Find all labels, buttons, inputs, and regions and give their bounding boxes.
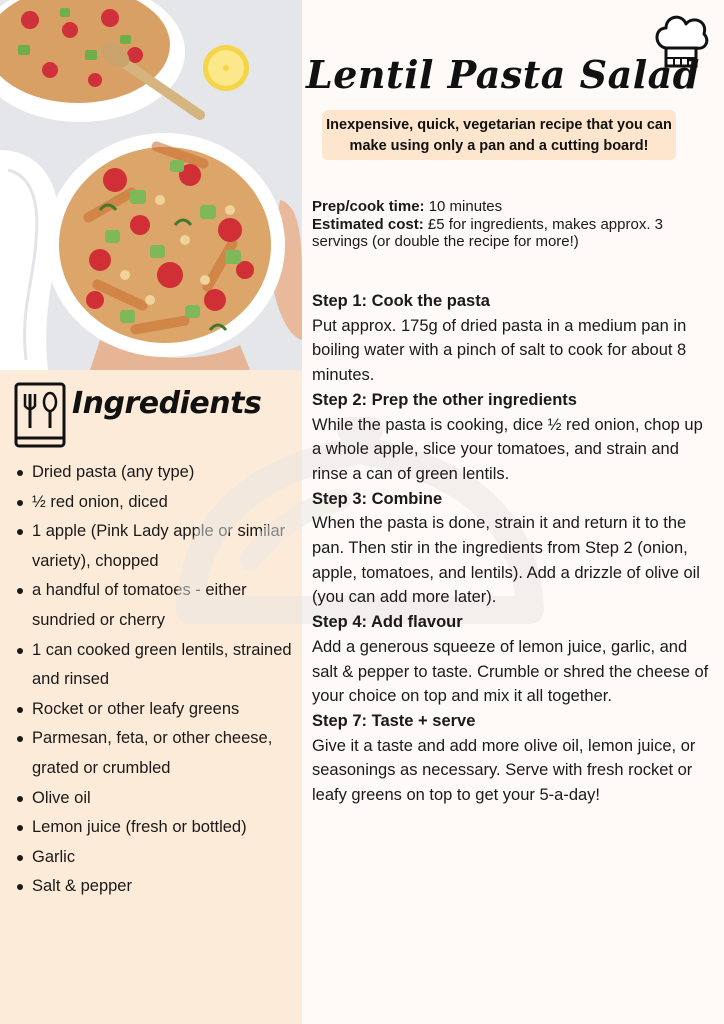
step-block xyxy=(312,388,712,487)
ingredients-heading: Ingredients xyxy=(72,386,262,421)
ingredient-item: Salt & pepper xyxy=(14,872,302,902)
pasta-salad-photo xyxy=(0,0,302,370)
step-block xyxy=(312,610,712,709)
step-heading: Step 1: Cook the pasta xyxy=(312,292,490,310)
step-heading: Step 3: Combine xyxy=(312,489,443,508)
prep-time-label: Prep/cook time: xyxy=(312,198,425,215)
tagline-banner: Inexpensive, quick, vegetarian recipe that you can make using only a pan and a cutting board! xyxy=(322,110,676,160)
step-body: While the pasta is cooking, dice ½ red onion, chop up a whole apple, slice your tomatoes, and strain and rinse a can of green lentils. xyxy=(312,415,703,483)
step-block xyxy=(312,709,712,808)
prep-time-line xyxy=(312,198,712,216)
cost-line xyxy=(312,216,712,251)
ingredient-item: a handful of tomatoes - either sundried or cherry xyxy=(14,576,302,635)
cutlery-book-icon xyxy=(14,382,66,452)
steps-section xyxy=(312,289,712,808)
step-heading: Step 4: Add flavour xyxy=(312,613,463,632)
step-body: When the pasta is done, strain it and return it to the pan. Then stir in the ingredients from Step 2 (onion, apple, tomatoes, and lentils). Add a drizzle of olive oil (you can add more later). xyxy=(312,514,700,607)
prep-time-value: 10 minutes xyxy=(428,198,503,215)
ingredient-item: Lemon juice (fresh or bottled) xyxy=(14,813,302,843)
step-heading: Step 2: Prep the other ingredients xyxy=(312,390,577,409)
recipe-title: Lentil Pasta Salad xyxy=(306,52,700,97)
step-body: Give it a taste and add more olive oil, lemon juice, or seasonings as necessary. Serve with fresh rocket or leafy greens on top to get your 5-a-day! xyxy=(312,736,696,805)
ingredient-item: ½ red onion, diced xyxy=(14,488,302,518)
cost-value: £5 for ingredients, makes approx. 3 servings (or double the recipe for more!) xyxy=(312,215,664,250)
ingredient-item: 1 can cooked green lentils, strained and rinsed xyxy=(14,636,302,695)
ingredient-item: Parmesan, feta, or other cheese, grated or crumbled xyxy=(14,724,302,783)
step-body: Put approx. 175g of dried pasta in a medium pan in boiling water with a pinch of salt to cook for about 8 minutes. xyxy=(312,316,687,385)
ingredient-item: Olive oil xyxy=(14,784,302,814)
ingredient-item: 1 apple (Pink Lady apple or similar variety), chopped xyxy=(14,517,302,576)
step-block xyxy=(312,289,712,388)
step-block xyxy=(312,487,712,611)
cost-label: Estimated cost: xyxy=(312,215,424,233)
step-heading: Step 7: Taste + serve xyxy=(312,711,476,730)
ingredient-item: Rocket or other leafy greens xyxy=(14,695,302,725)
ingredient-item: Garlic xyxy=(14,843,302,873)
recipe-meta xyxy=(312,198,712,251)
step-body: Add a generous squeeze of lemon juice, garlic, and salt & pepper to taste. Crumble or shred the cheese of your choice on top and mix it all together. xyxy=(312,637,709,706)
ingredient-item: Dried pasta (any type) xyxy=(14,458,302,488)
